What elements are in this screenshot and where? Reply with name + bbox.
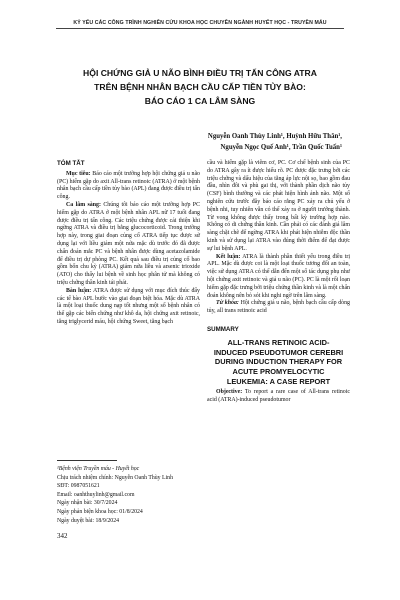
footnote-block (57, 465, 195, 525)
page-number: 342 (57, 532, 68, 540)
title-en-line: ACUTE PROMYELOCYTIC (232, 367, 325, 377)
footnote-email: Email: oanhthuylinh@gmail.com (57, 491, 135, 498)
footnote-received: Ngày nhận bài: 30/7/2024 (57, 500, 118, 507)
abstract-case: Ca lâm sàng: Chúng tôi báo cáo một trường hợp PC hiếm gặp do ATRA ở một bệnh nhân APL nữ 17 tuổi đang được điều trị tấn công. Các triệu chứng được cải thiện khi ngừng ATRA và điều trị bằng glucocorticoid. Trong trường hợp này, trong giai đoạn củng cố ATRA tiếp tục được sử dụng lại với liều giảm một nửa mặc dù trước đó đã được chẩn đoán mắc PC và bệnh nhân được dùng acetazolamide để điều trị dự phòng PC. Kết quả sau điều trị củng cố bao gồm bốn chu kỳ (ATRA) giảm nửa liều và arsenic trioxide (ATO) cho thấy lui bệnh về sinh học phân tử mà không có triệu chứng thần kinh tái phát. (57, 201, 200, 286)
summary-heading: SUMMARY (207, 325, 239, 333)
journal-running-header: KỶ YẾU CÁC CÔNG TRÌNH NGHIÊN CỨU KHOA HỌC CHUYÊN NGÀNH HUYẾT HỌC - TRUYỀN MÁU (73, 20, 327, 26)
summary-section (207, 326, 350, 404)
title-line: HỘI CHỨNG GIẢ U NÃO BÌNH ĐIỀU TRỊ TẤN CÔNG ATRA (83, 68, 317, 78)
footnote-phone: SĐT: 0987051621 (57, 483, 100, 490)
header-rule (56, 28, 344, 29)
title-en-line: LEUKEMIA: A CASE REPORT (226, 376, 331, 386)
abstract-objective: Mục tiêu: Báo cáo một trường hợp hội chứng giả u não (PC) hiếm gặp do axit All-trans retinoic (ATRA) ở một bệnh nhân bạch cầu cấp tiền tủy bào (APL) đang được điều trị tấn công. (57, 170, 200, 201)
abstract-discussion-continued: cầu và hiếm gặp là viêm cơ, PC. Cơ chế bệnh sinh của PC do ATRA gây ra ít được hiểu rõ. PC được đặc trưng bởi các triệu chứng và dấu hiệu của tăng áp lực nội sọ, bao gồm đau đầu, nhìn đôi và phù gai thị, với thành phần dịch não tủy (CSF) bình thường và các phát hiện hình ảnh não. Một số nghiên cứu trước đây báo cáo rằng PC xảy ra chủ yếu ở bệnh nhi, tuy nhiên vẫn có thể xảy ra ở người trưởng thành. Từ vong không được thấy trong bất kỳ trường hợp nào. Không có di chứng thần kinh. Cần phải có các đánh giá lâm sàng chặt chẽ để ngừng ATRA khi phát hiện nhiễm độc thần kinh và sử dụng lại ATRA vào đúng thời điểm để đạt được sự lui bệnh APL. (207, 160, 350, 252)
title-en-line: DURING INDUCTION THERAPY FOR (214, 357, 343, 367)
summary-objective: Objective: To report a rare case of All-trans retinoic acid (ATRA)-induced pseudotumor (207, 388, 350, 403)
title-en-line: INDUCED PSEUDOTUMOR CEREBRI (213, 347, 344, 357)
footnote-reviewed: Ngày phản biện khoa học: 01/8/2024 (57, 508, 143, 515)
author-line: Nguyễn Ngọc Quế Anh¹, Trần Quốc Tuấn¹ (220, 144, 342, 151)
title-en-line: ALL-TRANS RETINOIC ACID- (227, 337, 330, 347)
left-column (57, 160, 200, 327)
title-line: TRÊN BỆNH NHÂN BẠCH CẦU CẤP TIỀN TỦY BÀO: (94, 82, 306, 92)
abstract-discussion: Bàn luận: ATRA được sử dụng với mục đích thúc đẩy các tế bào APL bước vào giai đoạn biệt hóa. Mặc dù ATRA là một loại thuốc dung nạp tốt nhưng một số bệnh nhân có thể gặp các biến chứng như khô da, hội chứng axit retinoic, tăng triglycerid máu, hội chứng Sweet, tăng bạch (57, 287, 200, 325)
article-title-english (207, 338, 350, 387)
author-line: Nguyễn Oanh Thùy Linh¹, Huỳnh Hữu Thân¹, (207, 133, 342, 140)
abstract-heading: TÓM TẮT (57, 160, 85, 167)
abstract-conclusion: Kết luận: ATRA là thành phần thiết yếu trong điều trị APL. Mặc dù được coi là một loại thuốc tương đối an toàn, việc sử dụng ATRA có thể dẫn đến một số tác dụng phụ như hội chứng axit retinoic và giả u não (PC). PC là một rối loạn hiếm gặp đặc trưng bởi triệu chứng thần kinh và là một chẩn đoán không nên bỏ sót khi nghi ngờ trên lâm sàng. (207, 253, 350, 299)
footnote-rule (57, 460, 117, 461)
abstract-keywords: Từ khóa: Hội chứng giả u não, bệnh bạch cầu cấp dòng tủy, all trans retinoic acid (207, 300, 350, 315)
right-column (207, 160, 350, 404)
title-line: BÁO CÁO 1 CA LÂM SÀNG (144, 96, 256, 106)
footnote-accepted: Ngày duyệt bài: 18/9/2024 (57, 517, 119, 524)
article-title-vietnamese (40, 66, 360, 108)
footnote-affiliation: ¹Bệnh viện Truyền máu - Huyết học (57, 466, 140, 472)
footnote-responsible: Chịu trách nhiệm chính: Nguyễn Oanh Thùy Linh (57, 474, 173, 481)
author-list (62, 131, 342, 153)
